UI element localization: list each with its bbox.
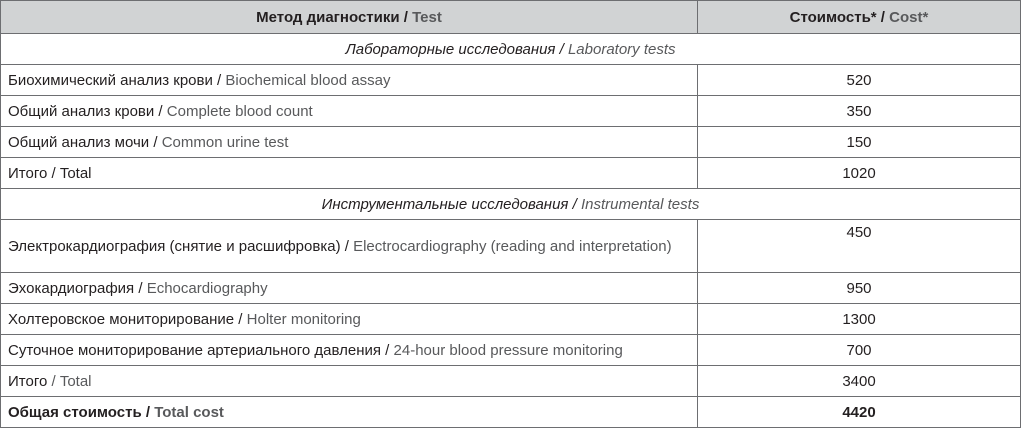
test-cost: 520 [698,65,1021,96]
table-row [1,304,1021,335]
test-name: Холтеровское мониторирование / Holter monitoring [1,304,698,335]
total-row [1,397,1021,428]
test-name: Суточное мониторирование артериального давления / 24-hour blood pressure monitoring [1,335,698,366]
table-row [1,335,1021,366]
test-name: Биохимический анализ крови / Biochemical blood assay [1,65,698,96]
header-row [1,1,1021,34]
total-cost: 4420 [698,397,1021,428]
header-cost: Стоимость* / Cost* [698,1,1021,34]
subtotal-row-instr [1,366,1021,397]
subtotal-row-lab [1,158,1021,189]
section-row-lab [1,34,1021,65]
section-title-lab: Лабораторные исследования / Laboratory tests [1,34,1021,65]
table-row [1,96,1021,127]
subtotal-label: Итого / Total [1,366,698,397]
table-row [1,273,1021,304]
test-name: Эхокардиография / Echocardiography [1,273,698,304]
test-name: Электрокардиография (снятие и расшифровка) / Electrocardiography (reading and interpretation) [1,220,698,273]
test-name: Общий анализ крови / Complete blood count [1,96,698,127]
header-test: Метод диагностики / Test [1,1,698,34]
test-cost: 700 [698,335,1021,366]
subtotal-cost: 3400 [698,366,1021,397]
total-label: Общая стоимость / Total cost [1,397,698,428]
test-name: Общий анализ мочи / Common urine test [1,127,698,158]
test-cost: 1300 [698,304,1021,335]
table-row [1,220,1021,273]
test-cost: 950 [698,273,1021,304]
test-cost: 450 [698,220,1021,273]
section-row-instr [1,189,1021,220]
table-row [1,127,1021,158]
table-row [1,65,1021,96]
test-cost: 150 [698,127,1021,158]
section-title-instr: Инструментальные исследования / Instrumental tests [1,189,1021,220]
subtotal-cost: 1020 [698,158,1021,189]
test-cost: 350 [698,96,1021,127]
subtotal-label: Итого / Total [1,158,698,189]
